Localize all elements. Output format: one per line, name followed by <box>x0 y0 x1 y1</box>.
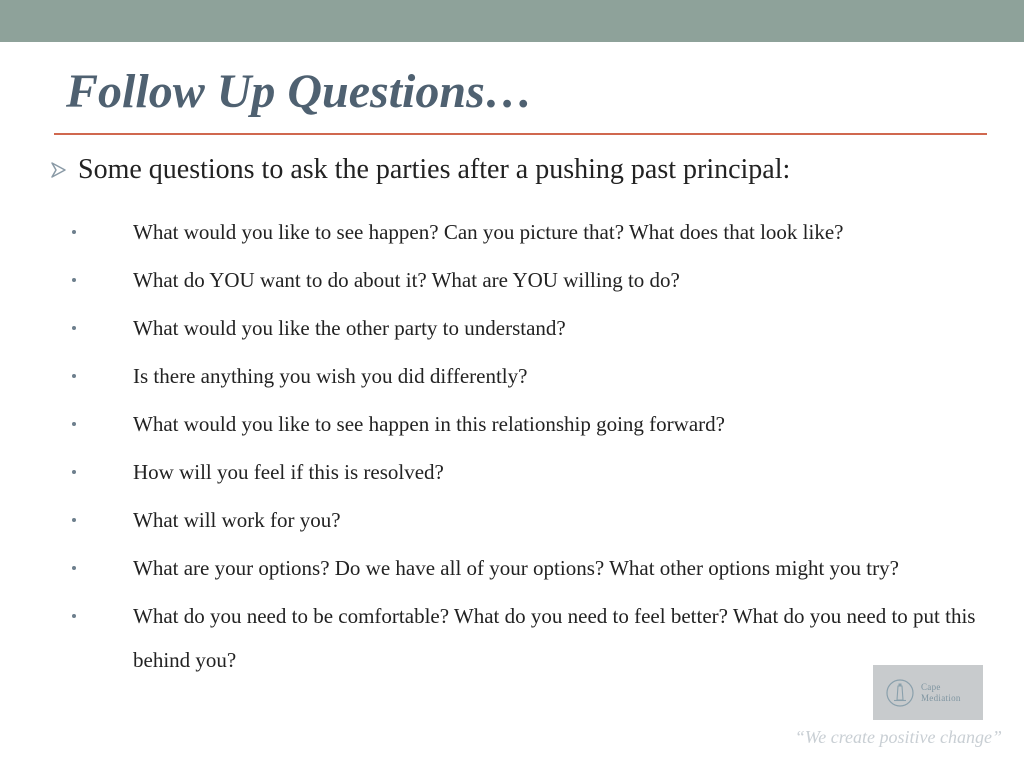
logo-wordmark <box>921 682 961 704</box>
header-band <box>0 0 1024 42</box>
question-text: What would you like to see happen in this relationship going forward? <box>133 412 725 436</box>
lead-text: Some questions to ask the parties after a pushing past principal: <box>78 154 791 185</box>
question-text: What would you like to see happen? Can you picture that? What does that look like? <box>133 220 844 244</box>
question-text: What are your options? Do we have all of your options? What other options might you try? <box>133 556 899 580</box>
bullet-dot-icon <box>72 230 76 234</box>
bullet-dot-icon <box>72 614 76 618</box>
arrowhead-bullet-icon <box>48 160 68 180</box>
bullet-dot-icon <box>72 566 76 570</box>
logo-line-2: Mediation <box>921 692 961 703</box>
bullet-dot-icon <box>72 470 76 474</box>
question-text: Is there anything you wish you did differently? <box>133 364 528 388</box>
lead-bullet <box>48 152 790 188</box>
logo-line-1: Cape <box>921 681 941 692</box>
question-text: What will work for you? <box>133 508 341 532</box>
lighthouse-icon <box>885 678 915 708</box>
title-underline <box>54 133 987 135</box>
question-text: What do you need to be comfortable? What do you need to feel better? What do you need to put this behind you? <box>133 604 976 672</box>
bullet-dot-icon <box>72 518 76 522</box>
question-text: How will you feel if this is resolved? <box>133 460 444 484</box>
company-logo <box>873 665 983 720</box>
bullet-dot-icon <box>72 278 76 282</box>
bullet-dot-icon <box>72 422 76 426</box>
question-text: What do YOU want to do about it? What are YOU willing to do? <box>133 268 680 292</box>
question-text: What would you like the other party to understand? <box>133 316 566 340</box>
tagline: “We create positive change” <box>794 727 1002 747</box>
bullet-dot-icon <box>72 374 76 378</box>
bullet-dot-icon <box>72 326 76 330</box>
slide-title: Follow Up Questions… <box>66 65 533 118</box>
